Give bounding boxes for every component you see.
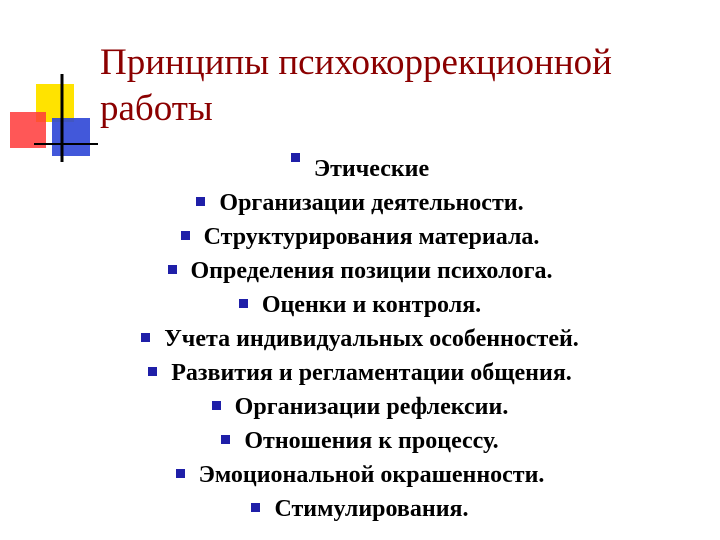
list-item bbox=[0, 424, 720, 458]
list-item bbox=[0, 492, 720, 526]
square-bullet-icon bbox=[141, 333, 150, 342]
square-bullet-icon bbox=[251, 503, 260, 512]
slide-title bbox=[100, 40, 710, 132]
square-bullet-icon bbox=[212, 401, 221, 410]
list-item-text: Учета индивидуальных особенностей. bbox=[164, 326, 579, 352]
list-item-text: Развития и регламентации общения. bbox=[171, 360, 572, 386]
list-item bbox=[0, 186, 720, 220]
square-bullet-icon bbox=[148, 367, 157, 376]
blue-square bbox=[52, 118, 90, 156]
square-bullet-icon bbox=[168, 265, 177, 274]
list-item bbox=[0, 322, 720, 356]
list-item bbox=[0, 288, 720, 322]
list-item-text: Отношения к процессу. bbox=[244, 428, 499, 454]
title-line-2: работы bbox=[100, 88, 213, 129]
list-item-text: Организации деятельности. bbox=[219, 190, 524, 216]
list-item-text: Оценки и контроля. bbox=[261, 292, 482, 318]
title-line-1: Принципы психокоррекционной bbox=[100, 42, 612, 83]
list-item bbox=[0, 390, 720, 424]
square-bullet-icon bbox=[221, 435, 230, 444]
list-item bbox=[0, 458, 720, 492]
list-item bbox=[0, 356, 720, 390]
red-square bbox=[10, 112, 46, 148]
square-bullet-icon bbox=[196, 197, 205, 206]
square-bullet-icon bbox=[239, 299, 248, 308]
list-item-text: Этические bbox=[313, 156, 430, 182]
square-bullet-icon bbox=[291, 153, 300, 162]
list-item-text: Организации рефлексии. bbox=[234, 394, 509, 420]
list-item-text: Определения позиции психолога. bbox=[190, 258, 553, 284]
square-bullet-icon bbox=[176, 469, 185, 478]
principles-list bbox=[0, 152, 720, 526]
list-item bbox=[0, 152, 720, 186]
list-item bbox=[0, 254, 720, 288]
list-item-text: Стимулирования. bbox=[274, 496, 469, 522]
list-item-text: Структурирования материала. bbox=[203, 224, 540, 250]
list-item bbox=[0, 220, 720, 254]
square-bullet-icon bbox=[181, 231, 190, 240]
list-item-text: Эмоциональной окрашенности. bbox=[198, 462, 545, 488]
